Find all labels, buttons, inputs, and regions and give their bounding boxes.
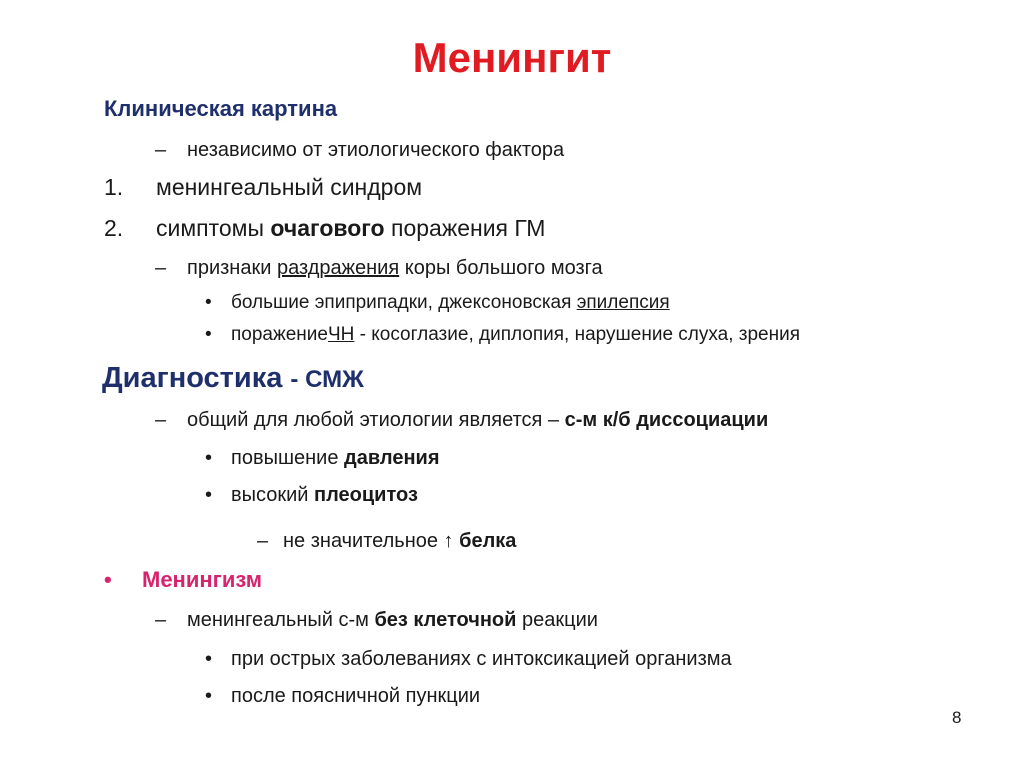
dash-marker: – — [155, 139, 167, 161]
bullet-item — [205, 648, 732, 671]
list-item-2 — [104, 215, 545, 242]
bullet-marker: • — [205, 648, 213, 670]
emphasis-text: очагового — [270, 215, 385, 241]
note-text: менингеальный с-м — [187, 609, 369, 631]
dash-marker: – — [155, 409, 167, 431]
clinical-note-text: независимо от этиологического фактора — [187, 139, 565, 161]
note-text: общий для любой этиологии является – — [187, 409, 560, 431]
bullet-marker: • — [205, 324, 212, 345]
bullet-item — [205, 685, 480, 708]
bullet-item — [205, 484, 418, 507]
bullet-item — [205, 447, 440, 470]
bullet-text: поражение — [231, 324, 328, 345]
bullet-item — [205, 324, 800, 346]
list-item-1 — [104, 174, 422, 201]
emphasis-text: белка — [459, 530, 517, 552]
list-number: 1. — [104, 174, 124, 200]
list-number: 2. — [104, 215, 124, 241]
diagnostics-note — [155, 409, 768, 432]
page-number: 8 — [952, 708, 962, 727]
bullet-text: при острых заболеваниях с интоксикацией организма — [231, 648, 732, 670]
focal-sub-item — [155, 257, 603, 280]
bullet-text: - косоглазие, диплопия, нарушение слуха, зрения — [359, 324, 801, 345]
underlined-text: эпилепсия — [576, 292, 670, 313]
bullet-marker: • — [104, 567, 112, 592]
emphasis-text: без клеточной — [374, 609, 517, 631]
section-heading-diagnostics — [102, 362, 364, 395]
heading-suffix: - СМЖ — [290, 366, 364, 393]
emphasis-text: плеоцитоз — [314, 484, 418, 506]
bullet-item — [205, 292, 670, 314]
underlined-text: ЧН — [327, 324, 355, 345]
dash-marker: – — [155, 257, 167, 279]
list-item-text: симптомы — [156, 215, 265, 241]
emphasis-text: давления — [344, 447, 440, 469]
bullet-text: повышение — [231, 447, 339, 469]
bullet-marker: • — [205, 292, 212, 313]
sub-text: признаки — [187, 257, 272, 279]
heading-text: Диагностика — [102, 362, 283, 394]
section-heading-meningism — [104, 567, 262, 593]
heading-text: Менингизм — [142, 567, 263, 592]
sub-text: коры большого мозга — [404, 257, 603, 279]
bullet-text: после поясничной пункции — [231, 685, 481, 707]
section-heading-clinical: Клиническая картина — [104, 96, 338, 121]
list-item-text: поражения ГМ — [390, 215, 546, 241]
dash-marker: – — [155, 609, 167, 631]
underlined-text: раздражения — [276, 257, 400, 279]
protein-sub-item — [257, 530, 516, 553]
bullet-marker: • — [205, 447, 213, 469]
note-text: реакции — [522, 609, 598, 631]
sub-text: не значительное ↑ — [283, 530, 454, 552]
meningism-note — [155, 609, 598, 632]
bullet-marker: • — [205, 484, 213, 506]
list-item-text: менингеальный синдром — [156, 174, 423, 200]
clinical-note — [155, 139, 564, 162]
bullet-text: большие эпиприпадки, джексоновская — [231, 292, 572, 313]
bullet-marker: • — [205, 685, 213, 707]
bullet-text: высокий — [231, 484, 309, 506]
emphasis-text: с-м к/б диссоциации — [564, 409, 769, 431]
dash-marker: – — [257, 530, 269, 552]
slide-title: Менингит — [412, 34, 612, 81]
